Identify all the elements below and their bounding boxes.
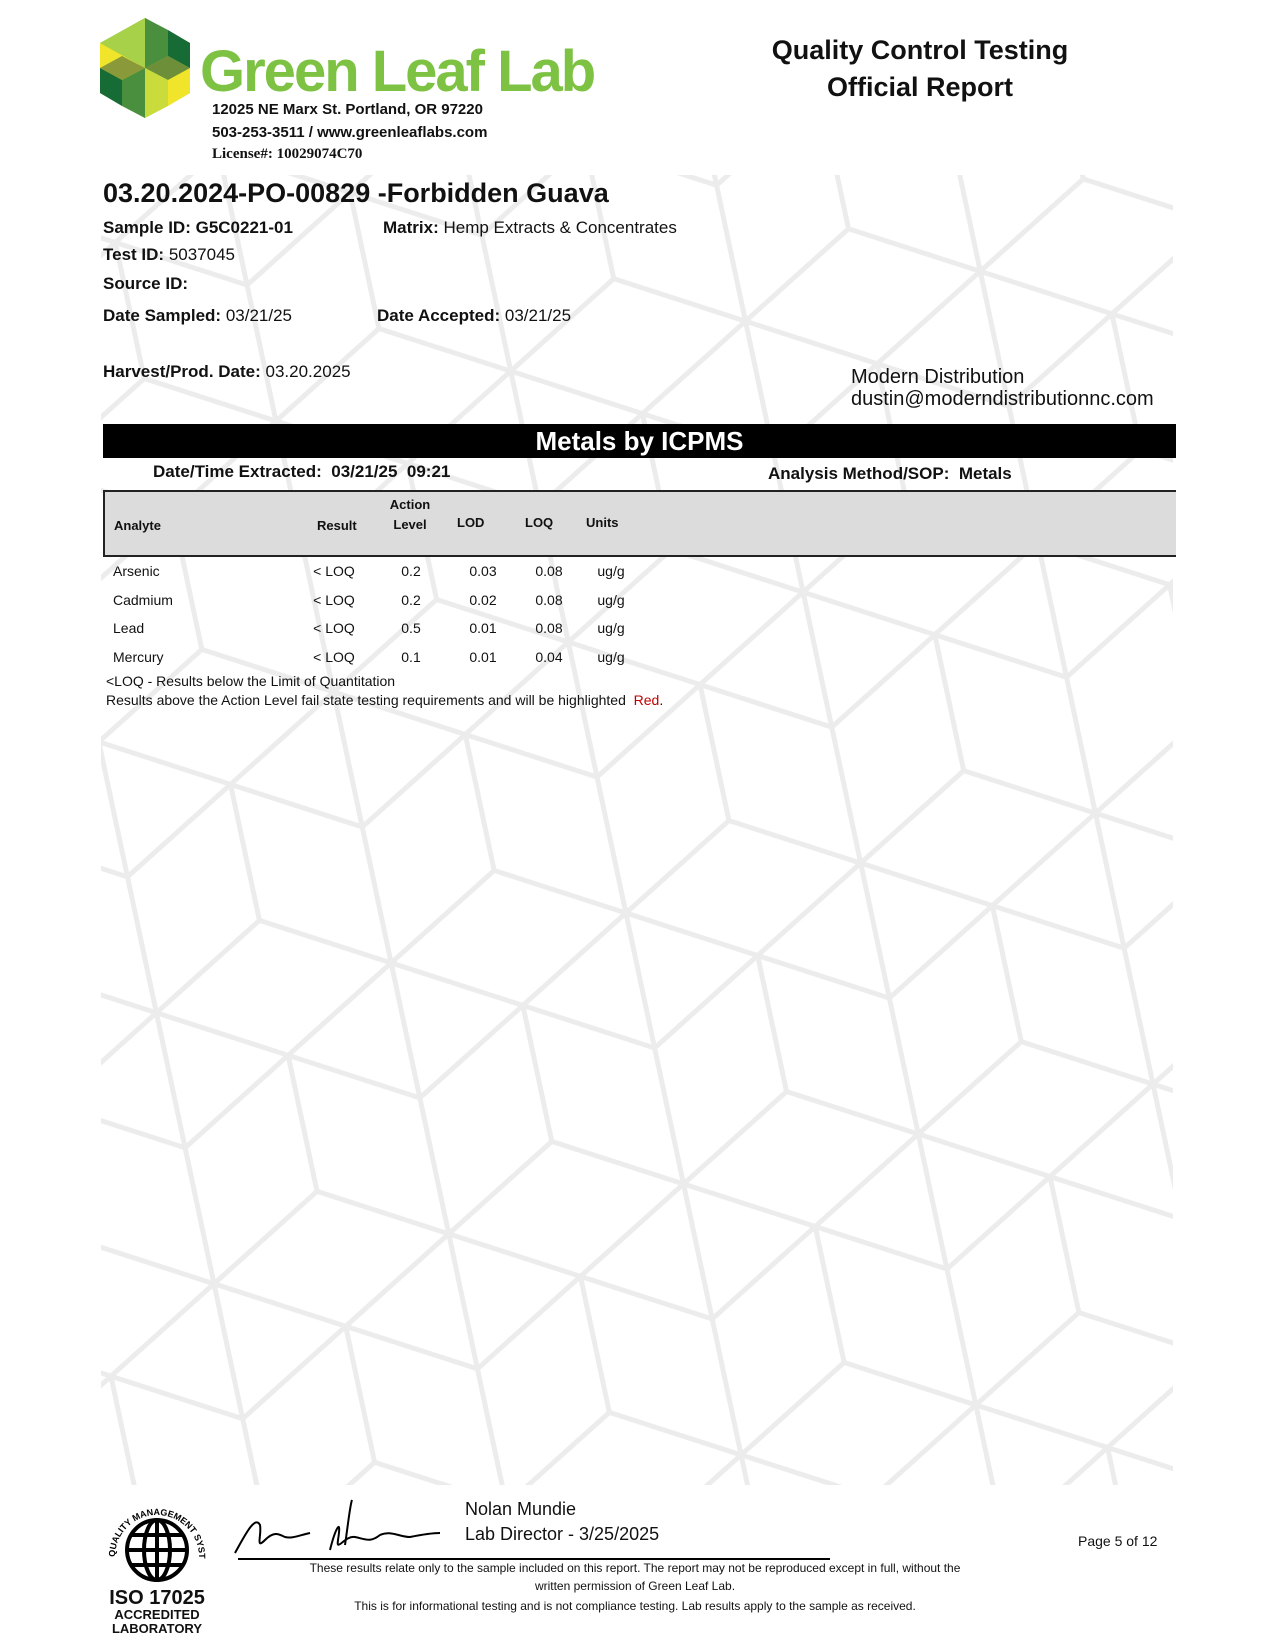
signature-image: [230, 1495, 445, 1560]
cell-lod: 0.01: [469, 620, 497, 636]
client-info: [851, 366, 1154, 410]
report-title-line1: Quality Control Testing: [771, 35, 1069, 65]
table-row: [103, 563, 703, 587]
date-accepted: Date Accepted: 03/21/25: [377, 306, 572, 325]
cell-lod: 0.03: [469, 563, 497, 579]
test-id: Test ID: 5037045: [103, 245, 235, 264]
signer-name: Nolan Mundie: [465, 1499, 577, 1519]
cell-loq: 0.08: [535, 563, 563, 579]
cell-lod: 0.01: [469, 648, 497, 665]
cell-action: 0.2: [401, 591, 421, 608]
cell-action: 0.2: [401, 563, 421, 579]
harvest-date: Harvest/Prod. Date: 03.20.2025: [103, 362, 351, 381]
lab-brand-name: Green Leaf Lab: [200, 39, 595, 104]
globe-icon: [101, 1495, 213, 1583]
cell-loq: 0.04: [535, 648, 563, 665]
cell-lod: 0.02: [469, 591, 497, 608]
cell-units: ug/g: [597, 591, 625, 608]
cell-loq: 0.08: [535, 620, 563, 636]
client-email: dustin@moderndistributionnc.com: [851, 388, 1154, 410]
date-sampled: Date Sampled: 03/21/25: [103, 306, 293, 325]
disclaimer-line1: These results relate only to the sample included on this report. The report may not be reproduced except in full, without the: [309, 1561, 961, 1575]
col-lod: LOD: [457, 515, 485, 530]
source-id: Source ID:: [103, 274, 189, 293]
table-row: [103, 649, 703, 673]
cell-units: ug/g: [597, 620, 625, 636]
signature-line: [238, 1558, 830, 1560]
lab-address: 12025 NE Marx St. Portland, OR 97220: [212, 101, 483, 118]
cell-analyte: Mercury: [113, 648, 164, 665]
report-title: [720, 32, 1120, 106]
cell-action: 0.5: [401, 620, 421, 636]
cell-units: ug/g: [597, 563, 625, 579]
cell-result: < LOQ: [313, 620, 355, 636]
signer-block: [465, 1497, 659, 1547]
client-name: Modern Distribution: [851, 366, 1025, 388]
signer-title: Lab Director - 3/25/2025: [465, 1524, 660, 1544]
green-leaf-lab-logo-icon: [100, 18, 190, 118]
cell-result: < LOQ: [313, 591, 355, 608]
col-result: Result: [317, 518, 357, 533]
sample-title: 03.20.2024-PO-00829 -Forbidden Guava: [103, 178, 609, 208]
report-title-line2: Official Report: [826, 72, 1014, 102]
section-title: Metals by ICPMS: [103, 424, 1176, 458]
cell-result: < LOQ: [313, 563, 355, 579]
cell-analyte: Arsenic: [113, 563, 160, 579]
col-analyte: Analyte: [114, 518, 161, 533]
table-header: [103, 490, 1176, 557]
cell-units: ug/g: [597, 648, 625, 665]
disclaimer-line3: This is for informational testing and is not compliance testing. Lab results apply to the sample as received.: [354, 1599, 916, 1613]
matrix: Matrix: Hemp Extracts & Concentrates: [383, 218, 677, 237]
cell-action: 0.1: [401, 648, 421, 665]
cell-analyte: Cadmium: [113, 591, 173, 608]
col-units: Units: [586, 515, 619, 530]
cell-result: < LOQ: [313, 648, 355, 665]
table-row: [103, 620, 703, 644]
table-row: [103, 592, 703, 616]
date-extracted: Date/Time Extracted: 03/21/25 09:21: [153, 462, 451, 481]
svg-text:QUALITY MANAGEMENT SYSTEM: QUALITY MANAGEMENT SYST: [106, 1506, 208, 1559]
col-action-level: Action Level: [389, 497, 431, 532]
sample-id: Sample ID: G5C0221-01: [103, 218, 293, 237]
lab-license: License#: 10029074C70: [212, 146, 363, 162]
cell-analyte: Lead: [113, 620, 145, 636]
page-number: Page 5 of 12: [1078, 1533, 1158, 1549]
lab-contact: 503-253-3511 / www.greenleaflabs.com: [212, 124, 488, 141]
cell-loq: 0.08: [535, 591, 563, 608]
disclaimer-line2: written permission of Green Leaf Lab.: [534, 1579, 736, 1593]
note-action-level: Results above the Action Level fail state testing requirements and will be highlighted Red.: [106, 692, 664, 708]
iso-accreditation-badge: QUALITY MANAGEMENT SYST ISO 17025 ACCREDITED LABORATORY: [101, 1495, 213, 1632]
analysis-method: Analysis Method/SOP: Metals: [768, 464, 1012, 483]
note-loq: <LOQ - Results below the Limit of Quantitation: [106, 673, 396, 689]
col-loq: LOQ: [525, 515, 554, 530]
